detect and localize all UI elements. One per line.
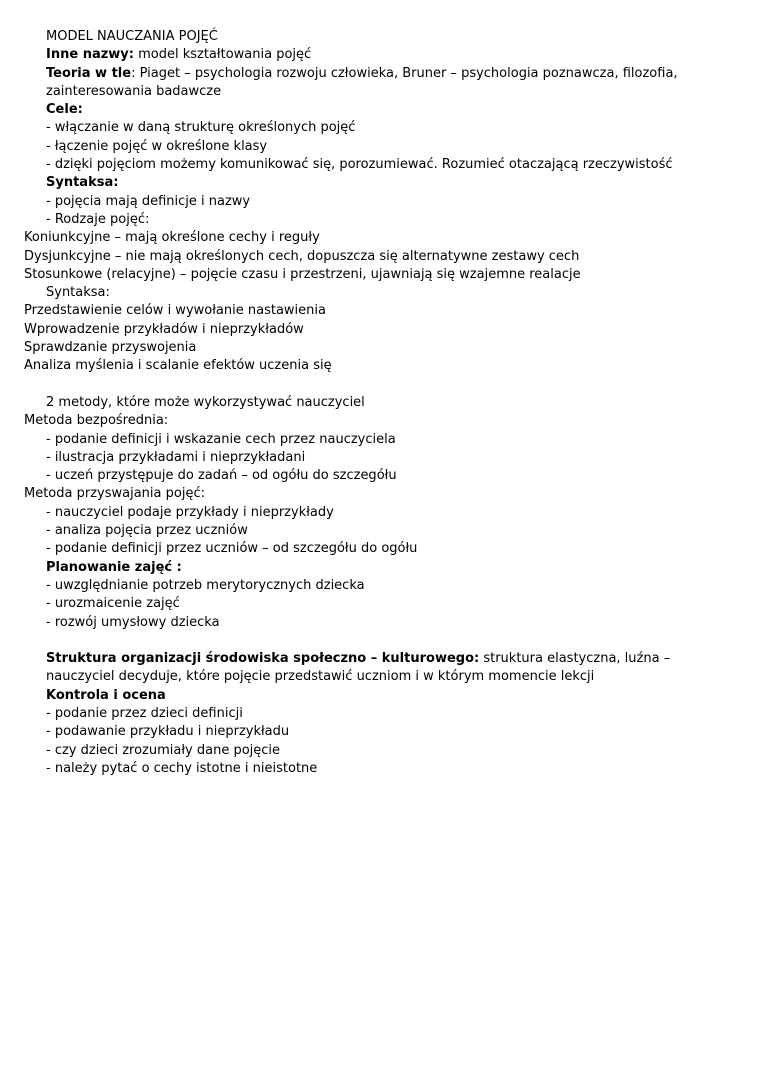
metoda-przyswajania-item: - podanie definicji przez uczniów – od szczegółu do ogółu bbox=[46, 541, 418, 557]
document-title: MODEL NAUCZANIA POJĘĆ bbox=[46, 29, 218, 44]
planowanie-heading: Planowanie zajęć : bbox=[46, 559, 182, 575]
teoria-label: Teoria w tle bbox=[46, 65, 132, 81]
teoria-paragraph bbox=[24, 65, 736, 102]
metoda-przyswajania-heading: Metoda przyswajania pojęć: bbox=[24, 486, 205, 502]
kontrola-item: - czy dzieci zrozumiały dane pojęcie bbox=[46, 742, 281, 758]
syntaksa2-item: Sprawdzanie przyswojenia bbox=[24, 340, 197, 356]
metoda-bezposrednia-item: - podanie definicji i wskazanie cech przez nauczyciela bbox=[46, 431, 396, 447]
rodzaj-pojecia: Koniunkcyjne – mają określone cechy i reguły bbox=[24, 230, 320, 246]
planowanie-item: - rozwój umysłowy dziecka bbox=[46, 614, 220, 630]
syntaksa-item: - Rodzaje pojęć: bbox=[46, 211, 150, 227]
spacer bbox=[24, 376, 736, 394]
inne-nazwy-line bbox=[24, 46, 736, 64]
document-page bbox=[24, 28, 736, 778]
inne-nazwy-text: model kształtowania pojęć bbox=[133, 47, 312, 63]
rodzaj-pojecia: Stosunkowe (relacyjne) – pojęcie czasu i przestrzeni, ujawniają się wzajemne realacje bbox=[24, 266, 581, 282]
inne-nazwy-label: Inne nazwy: bbox=[46, 47, 134, 63]
metoda-bezposrednia-item: - uczeń przystępuje do zadań – od ogółu do szczegółu bbox=[46, 468, 397, 484]
rodzaj-pojecia: Dysjunkcyjne – nie mają określonych cech, dopuszcza się alternatywne zestawy cech bbox=[24, 248, 580, 264]
syntaksa2-item: Analiza myślenia i scalanie efektów uczenia się bbox=[24, 358, 332, 374]
metoda-przyswajania-item: - nauczyciel podaje przykłady i nieprzykłady bbox=[46, 504, 334, 520]
syntaksa2-heading: Syntaksa: bbox=[46, 285, 110, 301]
metoda-bezposrednia-item: - ilustracja przykładami i nieprzykładani bbox=[46, 449, 306, 465]
syntaksa2-item: Wprowadzenie przykładów i nieprzykładów bbox=[24, 321, 304, 337]
struktura-paragraph bbox=[24, 650, 736, 687]
cele-item: - łączenie pojęć w określone klasy bbox=[46, 138, 268, 154]
kontrola-heading: Kontrola i ocena bbox=[46, 687, 166, 703]
metoda-przyswajania-item: - analiza pojęcia przez uczniów bbox=[46, 523, 248, 539]
cele-item: - dzięki pojęciom możemy komunikować się, porozumiewać. Rozumieć otaczającą rzeczywistość bbox=[46, 157, 673, 173]
metoda-bezposrednia-heading: Metoda bezpośrednia: bbox=[24, 413, 169, 429]
cele-item: - włączanie w daną strukturę określonych pojęć bbox=[46, 120, 356, 136]
metody-intro: 2 metody, które może wykorzystywać nauczyciel bbox=[46, 394, 365, 410]
kontrola-item: - podanie przez dzieci definicji bbox=[46, 705, 243, 721]
syntaksa2-item: Przedstawienie celów i wywołanie nastawienia bbox=[24, 303, 326, 319]
teoria-text: : Piaget – psychologia rozwoju człowieka, Bruner – psychologia poznawcza, filozofia, zainteresowania badawcze bbox=[46, 65, 678, 99]
kontrola-item: - należy pytać o cechy istotne i nieistotne bbox=[46, 760, 318, 776]
kontrola-item: - podawanie przykładu i nieprzykładu bbox=[46, 724, 290, 740]
planowanie-item: - uwzględnianie potrzeb merytorycznych dziecka bbox=[46, 577, 365, 593]
struktura-text: struktura elastyczna, luźna – nauczyciel decyduje, które pojęcie przedstawić uczniom i w którym momencie lekcji bbox=[46, 651, 671, 685]
cele-heading: Cele: bbox=[46, 102, 83, 118]
syntaksa-heading: Syntaksa: bbox=[46, 175, 119, 191]
spacer bbox=[24, 632, 736, 650]
syntaksa-item: - pojęcia mają definicje i nazwy bbox=[46, 193, 251, 209]
struktura-label: Struktura organizacji środowiska społeczno – kulturowego: bbox=[46, 651, 480, 667]
planowanie-item: - urozmaicenie zajęć bbox=[46, 596, 180, 612]
